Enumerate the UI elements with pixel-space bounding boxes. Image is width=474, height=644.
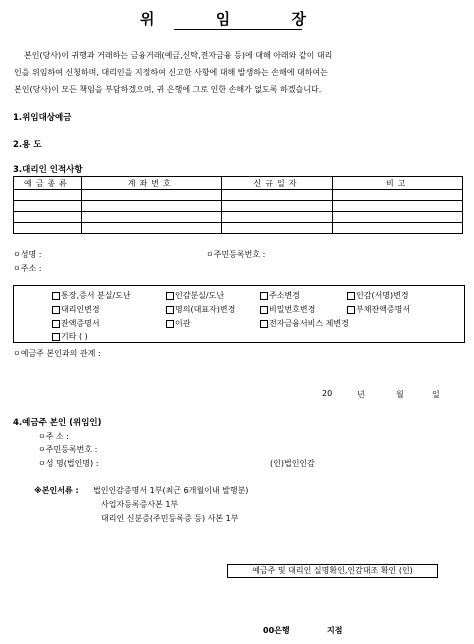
table-cell[interactable] bbox=[81, 190, 221, 201]
date-year-prefix: 20 bbox=[322, 389, 333, 398]
principal-address-label: ㅇ주 소 : bbox=[38, 432, 69, 441]
header-open-date: 신규일자 bbox=[221, 177, 333, 190]
checkbox[interactable] bbox=[52, 333, 60, 341]
checkbox[interactable] bbox=[166, 292, 174, 300]
table-cell[interactable] bbox=[81, 223, 221, 234]
principal-name-label: ㅇ성 명(법인명) : bbox=[38, 459, 99, 468]
table-cell[interactable] bbox=[221, 201, 333, 212]
intro-line-1: 본인(당사)이 귀행과 거래하는 금융거래(예금,신탁,전자금융 등)에 대해 아래와 같이 대리 bbox=[24, 51, 333, 60]
table-cell[interactable] bbox=[81, 201, 221, 212]
footer-bank: 00은행 bbox=[263, 626, 290, 635]
table-cell[interactable] bbox=[333, 201, 463, 212]
table-cell[interactable] bbox=[333, 212, 463, 223]
table-row bbox=[14, 212, 463, 223]
option-owner-change[interactable]: 명의(대표자)변경 bbox=[166, 304, 235, 315]
table-cell[interactable] bbox=[14, 212, 82, 223]
option-e-banking-change[interactable]: 전자금융서비스 제변경 bbox=[260, 318, 349, 329]
agent-name-label: ㅇ성명 : bbox=[13, 250, 42, 259]
principal-rrn-label: ㅇ주민등록번호 : bbox=[38, 445, 98, 454]
option-passbook-lost[interactable]: 통장,증서 분실/도난 bbox=[52, 290, 131, 301]
table-cell[interactable] bbox=[221, 190, 333, 201]
documents-line-1: 법인인감증명서 1부(최근 6개월이내 발행분) bbox=[93, 486, 249, 495]
header-deposit-type: 예금종류 bbox=[14, 177, 82, 190]
date-month-label: 월 bbox=[396, 390, 404, 399]
table-cell[interactable] bbox=[14, 201, 82, 212]
table-cell[interactable] bbox=[333, 223, 463, 234]
account-table-header bbox=[14, 177, 463, 190]
intro-line-3: 본인(당사)이 모든 책임을 부담하겠으며, 귀 은행에 그로 인한 손해가 없도록 하겠습니다. bbox=[14, 85, 322, 94]
agent-rrn-label: ㅇ주민등록번호 : bbox=[206, 250, 266, 259]
table-cell[interactable] bbox=[221, 223, 333, 234]
table-cell[interactable] bbox=[14, 223, 82, 234]
title-underline bbox=[174, 29, 302, 30]
checkbox[interactable] bbox=[52, 306, 60, 314]
date-day-label: 일 bbox=[432, 390, 440, 399]
agent-relation-label: ㅇ예금주 본인과의 관계 : bbox=[13, 349, 101, 358]
checkbox[interactable] bbox=[347, 292, 355, 300]
checkbox[interactable] bbox=[260, 292, 268, 300]
section-1-heading: 1.위임대상예금 bbox=[13, 113, 72, 123]
checkbox[interactable] bbox=[260, 320, 268, 328]
section-3-heading: 3.대리인 인적사항 bbox=[13, 165, 83, 175]
option-address-change[interactable]: 주소변경 bbox=[260, 290, 300, 301]
section-4-heading: 4.예금주 본인 (위임인) bbox=[13, 418, 102, 428]
checkbox[interactable] bbox=[52, 292, 60, 300]
checkbox[interactable] bbox=[52, 320, 60, 328]
footer-branch: 지점 bbox=[327, 626, 343, 635]
section-2-heading: 2.용 도 bbox=[13, 140, 42, 150]
table-row bbox=[14, 201, 463, 212]
document-title: 위 임 장 bbox=[140, 10, 334, 28]
checkbox[interactable] bbox=[166, 306, 174, 314]
documents-label: ※본인서류 : bbox=[34, 486, 79, 495]
option-seal-lost[interactable]: 인감분실/도난 bbox=[166, 290, 224, 301]
table-cell[interactable] bbox=[14, 190, 82, 201]
table-cell[interactable] bbox=[333, 190, 463, 201]
option-password-change[interactable]: 비밀번호변경 bbox=[260, 304, 315, 315]
verification-box: 예금주 및 대리인 실명확인,인감대조 확인 (인) bbox=[227, 564, 438, 578]
option-balance-certificate[interactable]: 잔액증명서 bbox=[52, 318, 100, 329]
intro-line-2: 인을 위임하여 신청하며, 대리인을 지정하여 신고한 사항에 대해 발생하는 손해에 대하여는 bbox=[14, 68, 328, 77]
documents-line-2: 사업자등록증사본 1부 bbox=[101, 500, 179, 509]
table-row bbox=[14, 190, 463, 201]
checkbox[interactable] bbox=[166, 320, 174, 328]
option-other[interactable]: 기타 ( ) bbox=[52, 331, 88, 342]
documents-line-3: 대리인 신분증(주민등록증 등) 사본 1부 bbox=[101, 514, 239, 523]
header-remarks: 비고 bbox=[333, 177, 463, 190]
option-transfer[interactable]: 이관 bbox=[166, 318, 190, 329]
checkbox[interactable] bbox=[260, 306, 268, 314]
table-cell[interactable] bbox=[221, 212, 333, 223]
principal-seal-label: (인)법인인감 bbox=[270, 459, 315, 468]
checkbox[interactable] bbox=[347, 306, 355, 314]
agent-address-label: ㅇ주소 : bbox=[13, 264, 42, 273]
header-account-number: 계좌번호 bbox=[81, 177, 221, 190]
date-year-label: 년 bbox=[357, 390, 365, 399]
account-table bbox=[13, 176, 463, 234]
request-options-box bbox=[13, 285, 465, 343]
option-seal-change[interactable]: 인감(서명)변경 bbox=[347, 290, 409, 301]
option-agent-change[interactable]: 대리인변경 bbox=[52, 304, 100, 315]
table-cell[interactable] bbox=[81, 212, 221, 223]
table-row bbox=[14, 223, 463, 234]
option-debt-balance-certificate[interactable]: 부채잔액증명서 bbox=[347, 304, 410, 315]
